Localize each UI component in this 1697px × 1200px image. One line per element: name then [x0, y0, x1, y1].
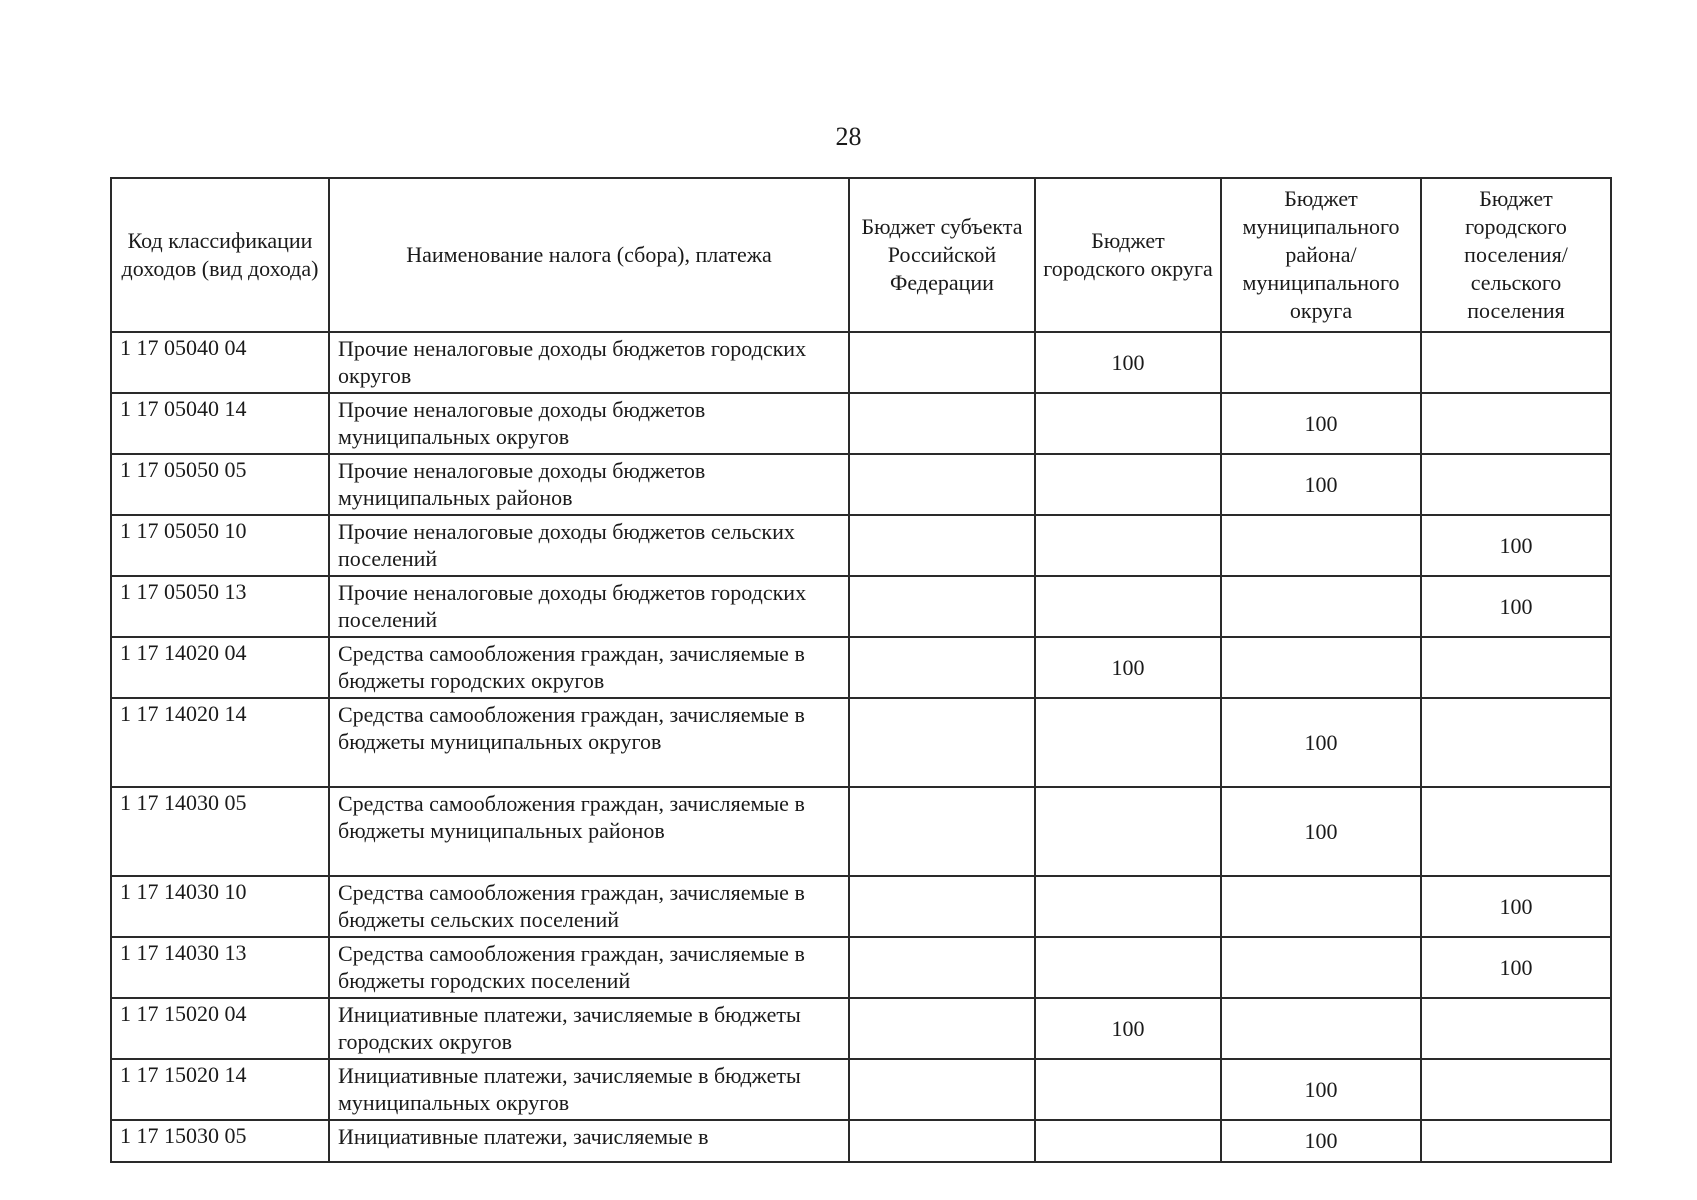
row-settlement-value [1421, 1059, 1611, 1120]
row-subject-value [849, 332, 1035, 393]
table-row [111, 787, 1611, 876]
row-city-district-value [1035, 698, 1221, 787]
row-code: 1 17 14030 13 [111, 937, 329, 998]
row-name: Прочие неналоговые доходы бюджетов муниципальных районов [329, 454, 849, 515]
row-settlement-value [1421, 1120, 1611, 1162]
revenue-distribution-table [110, 177, 1612, 1163]
table-row [111, 454, 1611, 515]
header-name: Наименование налога (сбора), платежа [329, 178, 849, 332]
row-settlement-value: 100 [1421, 515, 1611, 576]
row-municipal-value [1221, 998, 1421, 1059]
row-municipal-value [1221, 332, 1421, 393]
table-row [111, 1120, 1611, 1162]
row-subject-value [849, 515, 1035, 576]
row-municipal-value [1221, 515, 1421, 576]
row-name: Средства самообложения граждан, зачисляемые в бюджеты муниципальных районов [329, 787, 849, 876]
row-settlement-value [1421, 393, 1611, 454]
header-code: Код классификации доходов (вид дохода) [111, 178, 329, 332]
row-code: 1 17 05050 05 [111, 454, 329, 515]
row-settlement-value [1421, 637, 1611, 698]
row-city-district-value [1035, 1120, 1221, 1162]
row-municipal-value: 100 [1221, 454, 1421, 515]
page-number: 28 [835, 122, 862, 151]
table-row [111, 332, 1611, 393]
row-settlement-value [1421, 698, 1611, 787]
row-code: 1 17 05040 14 [111, 393, 329, 454]
row-settlement-value: 100 [1421, 576, 1611, 637]
row-code: 1 17 14030 10 [111, 876, 329, 937]
row-city-district-value [1035, 454, 1221, 515]
row-name: Прочие неналоговые доходы бюджетов сельских поселений [329, 515, 849, 576]
table-row [111, 876, 1611, 937]
row-settlement-value: 100 [1421, 937, 1611, 998]
row-code: 1 17 14020 04 [111, 637, 329, 698]
row-municipal-value [1221, 937, 1421, 998]
row-name: Средства самообложения граждан, зачисляемые в бюджеты сельских поселений [329, 876, 849, 937]
row-code: 1 17 15020 14 [111, 1059, 329, 1120]
row-code: 1 17 15020 04 [111, 998, 329, 1059]
row-subject-value [849, 393, 1035, 454]
row-subject-value [849, 637, 1035, 698]
header-city-district-budget: Бюджет городского округа [1035, 178, 1221, 332]
row-municipal-value: 100 [1221, 698, 1421, 787]
row-subject-value [849, 937, 1035, 998]
row-settlement-value [1421, 332, 1611, 393]
row-municipal-value [1221, 876, 1421, 937]
row-code: 1 17 14020 14 [111, 698, 329, 787]
row-name: Средства самообложения граждан, зачисляемые в бюджеты городских поселений [329, 937, 849, 998]
row-subject-value [849, 1120, 1035, 1162]
row-settlement-value [1421, 454, 1611, 515]
row-city-district-value [1035, 515, 1221, 576]
row-name: Инициативные платежи, зачисляемые в бюджеты муниципальных округов [329, 1059, 849, 1120]
row-subject-value [849, 1059, 1035, 1120]
table-row [111, 515, 1611, 576]
row-subject-value [849, 576, 1035, 637]
row-name: Инициативные платежи, зачисляемые в [329, 1120, 849, 1162]
row-name: Прочие неналоговые доходы бюджетов муниципальных округов [329, 393, 849, 454]
row-subject-value [849, 698, 1035, 787]
row-name: Прочие неналоговые доходы бюджетов городских поселений [329, 576, 849, 637]
row-name: Средства самообложения граждан, зачисляемые в бюджеты муниципальных округов [329, 698, 849, 787]
revenue-distribution-table-wrapper [110, 177, 1610, 1163]
row-settlement-value [1421, 998, 1611, 1059]
row-code: 1 17 05040 04 [111, 332, 329, 393]
row-city-district-value: 100 [1035, 332, 1221, 393]
table-header-row [111, 178, 1611, 332]
row-name: Прочие неналоговые доходы бюджетов городских округов [329, 332, 849, 393]
row-municipal-value: 100 [1221, 787, 1421, 876]
header-subject-budget: Бюджет субъекта Российской Федерации [849, 178, 1035, 332]
header-settlement-budget: Бюджет городского поселения/ сельского поселения [1421, 178, 1611, 332]
row-code: 1 17 15030 05 [111, 1120, 329, 1162]
row-city-district-value: 100 [1035, 998, 1221, 1059]
row-code: 1 17 05050 13 [111, 576, 329, 637]
table-row [111, 698, 1611, 787]
table-row [111, 937, 1611, 998]
row-municipal-value [1221, 637, 1421, 698]
row-city-district-value [1035, 1059, 1221, 1120]
row-city-district-value: 100 [1035, 637, 1221, 698]
header-municipal-budget: Бюджет муниципального района/ муниципального округа [1221, 178, 1421, 332]
row-municipal-value [1221, 576, 1421, 637]
row-municipal-value: 100 [1221, 1059, 1421, 1120]
row-settlement-value: 100 [1421, 876, 1611, 937]
row-city-district-value [1035, 393, 1221, 454]
table-row [111, 576, 1611, 637]
row-name: Средства самообложения граждан, зачисляемые в бюджеты городских округов [329, 637, 849, 698]
table-row [111, 637, 1611, 698]
row-city-district-value [1035, 876, 1221, 937]
row-municipal-value: 100 [1221, 393, 1421, 454]
row-subject-value [849, 787, 1035, 876]
row-city-district-value [1035, 787, 1221, 876]
row-code: 1 17 14030 05 [111, 787, 329, 876]
row-subject-value [849, 876, 1035, 937]
table-row [111, 1059, 1611, 1120]
row-city-district-value [1035, 937, 1221, 998]
row-city-district-value [1035, 576, 1221, 637]
row-subject-value [849, 998, 1035, 1059]
table-row [111, 998, 1611, 1059]
table-row [111, 393, 1611, 454]
row-municipal-value: 100 [1221, 1120, 1421, 1162]
row-settlement-value [1421, 787, 1611, 876]
row-code: 1 17 05050 10 [111, 515, 329, 576]
row-subject-value [849, 454, 1035, 515]
row-name: Инициативные платежи, зачисляемые в бюджеты городских округов [329, 998, 849, 1059]
